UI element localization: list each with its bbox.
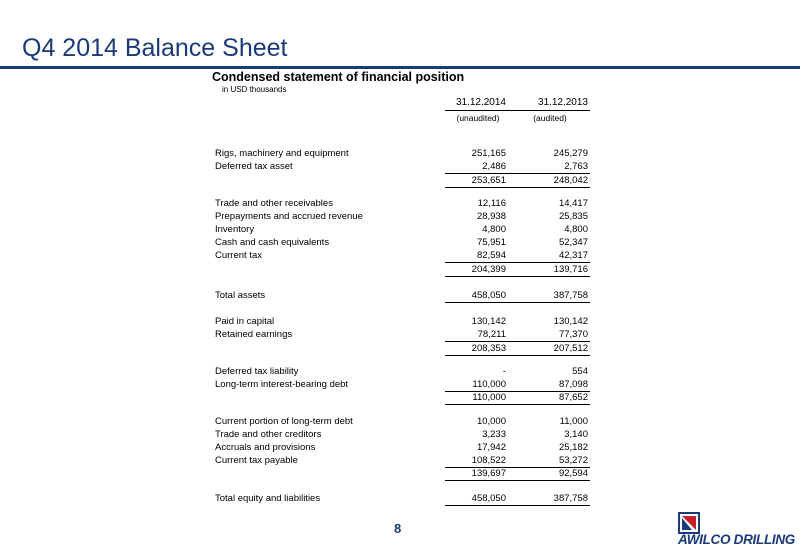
value-2014: 130,142 — [471, 316, 506, 327]
page-title: Q4 2014 Balance Sheet — [22, 34, 288, 62]
total-row — [0, 290, 800, 303]
row-label: Paid in capital — [215, 316, 275, 327]
subtotal-rule — [445, 173, 590, 174]
value-2014: 4,800 — [482, 224, 506, 235]
column-header-2014: 31.12.2014 — [455, 97, 506, 108]
row-label: Total equity and liabilities — [215, 493, 321, 504]
value-2014: 2,486 — [482, 161, 506, 172]
total-rule — [445, 505, 590, 506]
value-2013: 387,758 — [553, 290, 588, 301]
table-row — [0, 148, 800, 161]
subtotal-row — [0, 468, 800, 481]
value-2014: 139,697 — [471, 468, 506, 479]
row-label: Long-term interest-bearing debt — [215, 379, 349, 390]
header-rule — [445, 110, 590, 111]
value-2014: 458,050 — [471, 493, 506, 504]
subtotal-rule — [445, 480, 590, 481]
subtotal-rule — [445, 404, 590, 405]
subtotal-rule — [445, 341, 590, 342]
value-2014: 28,938 — [476, 211, 506, 222]
column-note-2014: (unaudited) — [456, 113, 500, 123]
value-2014: - — [502, 366, 506, 377]
value-2014: 108,522 — [471, 455, 506, 466]
value-2014: 12,116 — [477, 198, 506, 209]
units-label: in USD thousands — [222, 85, 287, 94]
row-label: Deferred tax liability — [215, 366, 299, 377]
value-2013: 4,800 — [564, 224, 588, 235]
row-label: Rigs, machinery and equipment — [215, 148, 349, 159]
table-row — [0, 198, 800, 211]
value-2014: 110,000 — [472, 392, 506, 403]
row-label: Total assets — [215, 290, 266, 301]
value-2014: 82,594 — [476, 250, 506, 261]
value-2013: 92,594 — [558, 468, 588, 479]
value-2013: 2,763 — [564, 161, 588, 172]
row-label: Current portion of long-term debt — [215, 416, 353, 427]
value-2013: 53,272 — [558, 455, 588, 466]
value-2013: 25,182 — [558, 442, 588, 453]
subtotal-row — [0, 343, 800, 356]
value-2014: 251,165 — [471, 148, 506, 159]
total-row — [0, 493, 800, 506]
table-row — [0, 224, 800, 237]
subtotal-rule — [445, 355, 590, 356]
table-row — [0, 429, 800, 442]
subtotal-row — [0, 175, 800, 188]
value-2014: 204,399 — [471, 264, 506, 275]
table-row — [0, 379, 800, 392]
value-2014: 208,353 — [471, 343, 506, 354]
subtotal-rule — [445, 187, 590, 188]
table-row — [0, 366, 800, 379]
statement-title: Condensed statement of financial position — [212, 70, 465, 84]
table-row — [0, 237, 800, 250]
value-2014: 253,651 — [471, 175, 506, 186]
value-2014: 17,942 — [476, 442, 506, 453]
value-2013: 25,835 — [558, 211, 588, 222]
value-2013: 87,652 — [558, 392, 588, 403]
company-logo — [678, 512, 795, 548]
row-label: Current tax — [215, 250, 262, 261]
value-2013: 77,370 — [558, 329, 588, 340]
row-label: Current tax payable — [215, 455, 298, 466]
value-2014: 110,000 — [472, 379, 506, 390]
value-2014: 75,951 — [476, 237, 506, 248]
value-2013: 11,000 — [559, 416, 588, 427]
table-row — [0, 416, 800, 429]
subtotal-rule — [445, 276, 590, 277]
value-2013: 130,142 — [553, 316, 588, 327]
table-row — [0, 329, 800, 342]
subtotal-row — [0, 264, 800, 277]
subtotal-rule — [445, 262, 590, 263]
value-2014: 3,233 — [482, 429, 506, 440]
value-2014: 78,211 — [477, 329, 506, 340]
value-2014: 458,050 — [471, 290, 506, 301]
value-2014: 10,000 — [476, 416, 506, 427]
row-label: Cash and cash equivalents — [215, 237, 330, 248]
value-2013: 139,716 — [553, 264, 588, 275]
total-rule — [445, 302, 590, 303]
row-label: Trade and other creditors — [215, 429, 322, 440]
row-label: Inventory — [215, 224, 255, 235]
row-label: Retained earnings — [215, 329, 293, 340]
subtotal-row — [0, 392, 800, 405]
table-row — [0, 316, 800, 329]
table-row — [0, 442, 800, 455]
value-2013: 52,347 — [558, 237, 588, 248]
value-2013: 245,279 — [553, 148, 588, 159]
value-2013: 387,758 — [553, 493, 588, 504]
title-rule — [0, 66, 800, 69]
column-header-2013: 31.12.2013 — [537, 97, 588, 108]
logo-text: AWILCO DRILLING — [678, 532, 795, 547]
value-2013: 87,098 — [558, 379, 588, 390]
row-label: Accruals and provisions — [215, 442, 316, 453]
row-label: Deferred tax asset — [215, 161, 293, 172]
table-row — [0, 250, 800, 263]
column-note-2013: (audited) — [533, 113, 567, 123]
page-number: 8 — [394, 521, 402, 536]
value-2013: 554 — [572, 366, 588, 377]
value-2013: 3,140 — [564, 429, 588, 440]
table-row — [0, 161, 800, 174]
value-2013: 14,417 — [558, 198, 588, 209]
table-row — [0, 211, 800, 224]
flag-icon — [678, 512, 700, 534]
value-2013: 42,317 — [558, 250, 588, 261]
row-label: Prepayments and accrued revenue — [215, 211, 363, 222]
value-2013: 207,512 — [553, 343, 588, 354]
row-label: Trade and other receivables — [215, 198, 333, 209]
value-2013: 248,042 — [553, 175, 588, 186]
table-row — [0, 455, 800, 468]
